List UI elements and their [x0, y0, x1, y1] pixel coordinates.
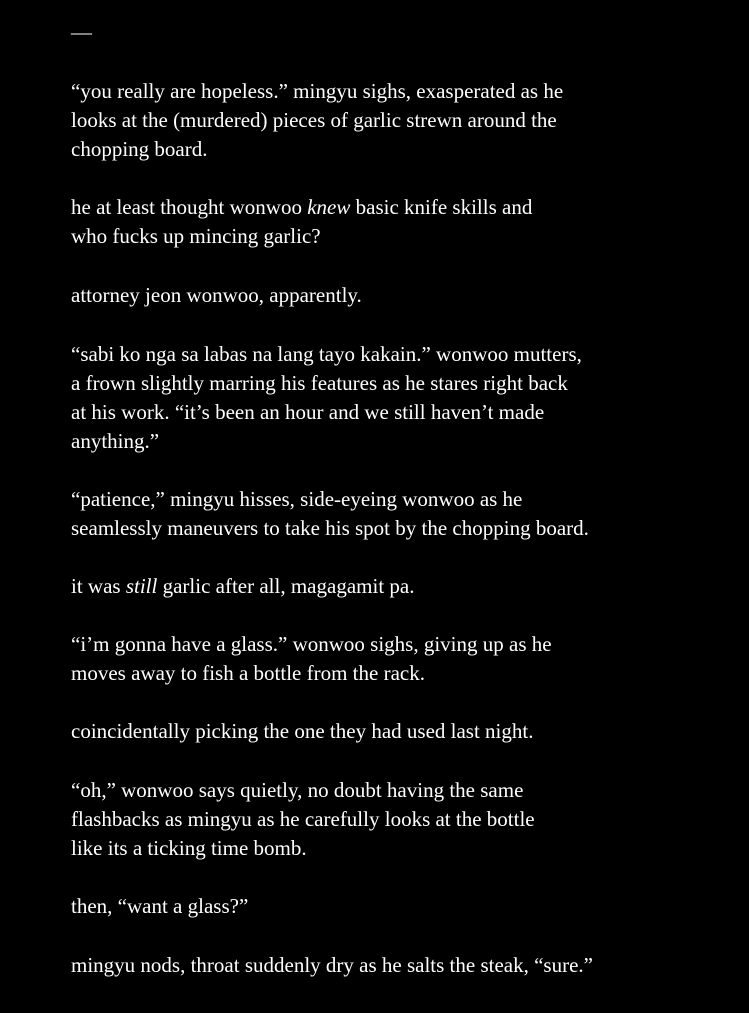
text-line: “sabi ko nga sa labas na lang tayo kakain.” wonwoo mutters,	[71, 342, 582, 366]
text-line	[71, 572, 414, 601]
paragraph-still-garlic	[71, 572, 414, 601]
text-line: mingyu nods, throat suddenly dry as he salts the steak, “sure.”	[71, 953, 593, 977]
text-line: moves away to fish a bottle from the rack.	[71, 661, 425, 685]
text-run: he at least thought wonwoo	[71, 195, 308, 219]
text-line: “oh,” wonwoo says quietly, no doubt having the same	[71, 778, 524, 802]
paragraph-sure	[71, 951, 593, 980]
paragraph-glass	[71, 630, 552, 688]
text-line: seamlessly maneuvers to take his spot by the chopping board.	[71, 516, 589, 540]
paragraph-patience	[71, 485, 589, 543]
text-line: a frown slightly marring his features as he stares right back	[71, 371, 568, 395]
text-run: garlic after all, magagamit pa.	[157, 574, 415, 598]
section-separator: —	[71, 20, 92, 44]
text-line: attorney jeon wonwoo, apparently.	[71, 283, 362, 307]
text-line: coincidentally picking the one they had used last night.	[71, 719, 534, 743]
text-line: “patience,” mingyu hisses, side-eyeing wonwoo as he	[71, 487, 523, 511]
text-line: flashbacks as mingyu as he carefully looks at the bottle	[71, 807, 535, 831]
paragraph-sabi-ko	[71, 340, 582, 456]
paragraph-want-a-glass	[71, 892, 248, 921]
text-line: who fucks up mincing garlic?	[71, 224, 321, 248]
paragraph-attorney	[71, 281, 362, 310]
text-line: then, “want a glass?”	[71, 894, 249, 918]
emphasis-text: still	[125, 574, 158, 598]
text-line	[71, 193, 532, 222]
emphasis-text: knew	[307, 195, 351, 219]
text-line: like its a ticking time bomb.	[71, 836, 307, 860]
text-line: anything.”	[71, 429, 160, 453]
text-line: chopping board.	[71, 137, 208, 161]
paragraph-oh	[71, 776, 535, 863]
paragraph-knife-skills	[71, 193, 532, 251]
text-line: looks at the (murdered) pieces of garlic strewn around the	[71, 108, 557, 132]
paragraph-coincidentally	[71, 717, 533, 746]
paragraph-hopeless	[71, 77, 563, 164]
text-line: at his work. “it’s been an hour and we still haven’t made	[71, 400, 545, 424]
text-line: “you really are hopeless.” mingyu sighs, exasperated as he	[71, 79, 564, 103]
text-run: basic knife skills and	[350, 195, 533, 219]
text-run: it was	[71, 574, 126, 598]
text-line: “i’m gonna have a glass.” wonwoo sighs, giving up as he	[71, 632, 552, 656]
